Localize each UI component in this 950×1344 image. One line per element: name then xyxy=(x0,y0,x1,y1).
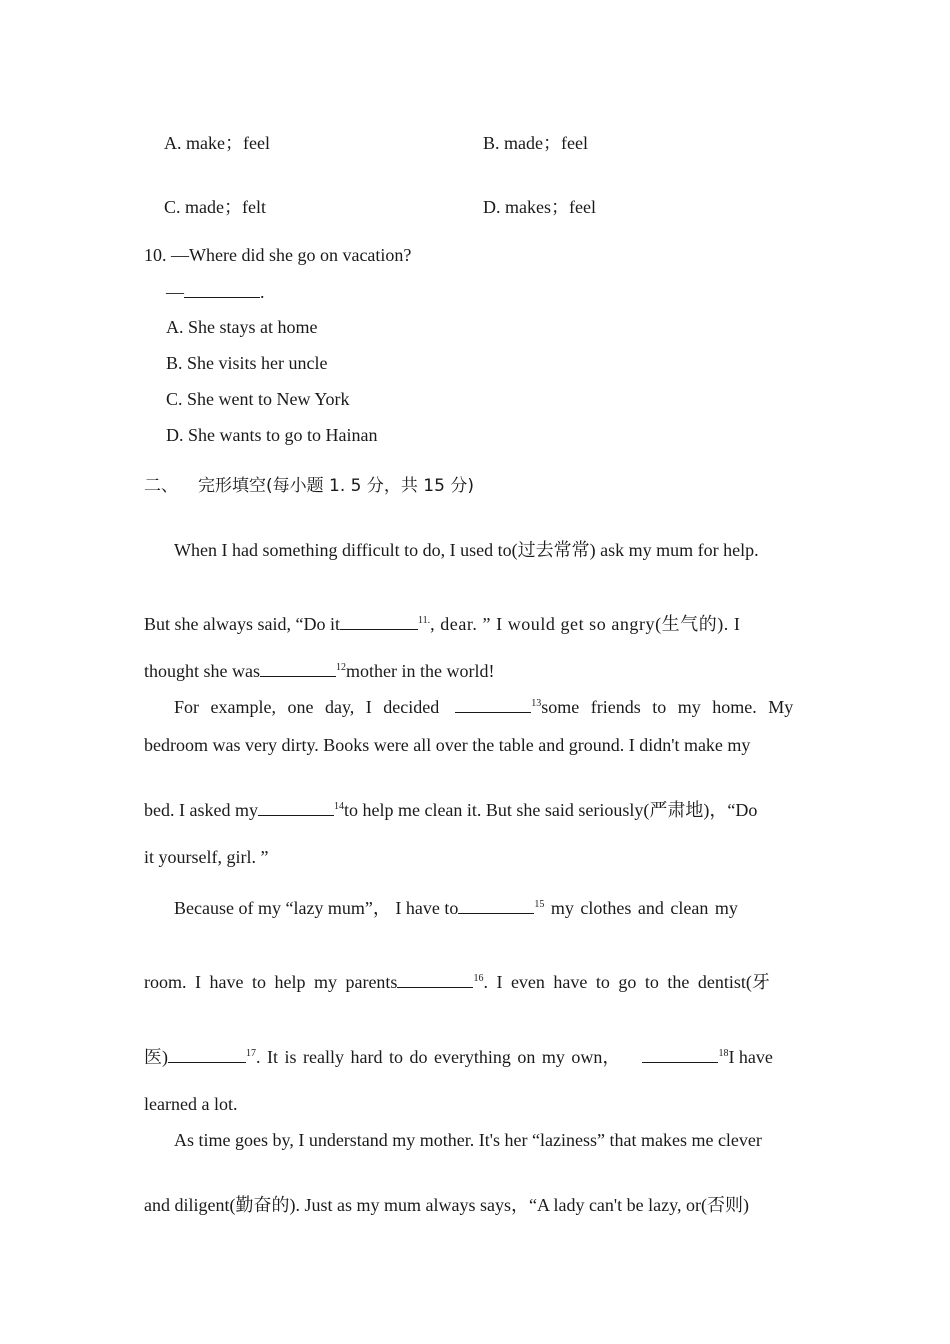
passage-text: my clothes and clean my xyxy=(544,898,738,918)
passage-text: to help me clean it. But she said seriously(严肃地)，“Do xyxy=(343,800,758,820)
passage-text: Because of my “lazy mum”， I have to xyxy=(174,898,459,918)
passage-p1-line3 xyxy=(144,660,494,682)
passage-p2-line2: bedroom was very dirty. Books were all over the table and ground. I didn't make my xyxy=(144,735,751,755)
blank-12 xyxy=(260,660,336,677)
q10-dash: — xyxy=(166,282,184,302)
passage-text: , dear. ” I would get so angry(生气的). I xyxy=(430,614,741,634)
blank-number-12: 12 xyxy=(336,662,346,673)
blank-18 xyxy=(642,1046,718,1063)
passage-p2-line4: it yourself, girl. ” xyxy=(144,847,269,867)
q10-option-d: D. She wants to go to Hainan xyxy=(166,425,378,445)
blank-14 xyxy=(258,799,334,816)
blank-11 xyxy=(340,613,418,630)
blank-13 xyxy=(455,696,531,713)
blank-number-14: 14 xyxy=(333,801,344,812)
passage-text: I have xyxy=(728,1047,773,1067)
q9-option-d: D. makes；feel xyxy=(483,197,596,217)
passage-text: thought she was xyxy=(144,661,260,681)
passage-text: some friends to my home. My xyxy=(541,697,794,717)
passage-text: But she always said, “Do it xyxy=(144,614,340,634)
passage-text: 医) xyxy=(144,1047,168,1067)
blank-number-15: 15 xyxy=(534,899,545,910)
passage-text: bed. I asked my xyxy=(144,800,258,820)
q10-question: 10. —Where did she go on vacation? xyxy=(144,245,412,265)
blank-number-16: 16 xyxy=(473,973,484,984)
passage-p1-line1 xyxy=(174,539,806,561)
section-number: 二、 xyxy=(144,476,178,496)
q9-option-b: B. made；feel xyxy=(483,133,588,153)
passage-p3-line3 xyxy=(144,1046,773,1068)
passage-text: . I even have to go to the dentist(牙 xyxy=(483,972,770,992)
passage-p4-line1: As time goes by, I understand my mother. It's her “laziness” that makes me clever xyxy=(174,1130,762,1150)
passage-text: . It is really hard to do everything on my own， xyxy=(256,1047,621,1067)
passage-p1-line2 xyxy=(144,613,806,635)
q9-option-a: A. make；feel xyxy=(164,133,270,153)
passage-text: room. I have to help my parents xyxy=(144,972,398,992)
passage-p2-line3 xyxy=(144,799,757,821)
blank-number-17: 17 xyxy=(246,1048,256,1059)
passage-p2-line1 xyxy=(174,696,806,718)
passage-text: mother in the world! xyxy=(346,661,495,681)
q10-period: . xyxy=(260,282,265,302)
q10-option-b: B. She visits her uncle xyxy=(166,353,328,373)
passage-p4-line2: and diligent(勤奋的). Just as my mum always says，“A lady can't be lazy, or(否则) xyxy=(144,1195,749,1215)
section-title: 完形填空(每小题 1. 5 分，共 15 分) xyxy=(198,476,474,496)
blank-15 xyxy=(458,897,534,914)
blank-number-18: 18 xyxy=(718,1048,729,1059)
passage-p3-line4: learned a lot. xyxy=(144,1094,238,1114)
q10-option-c: C. She went to New York xyxy=(166,389,350,409)
passage-p3-line1 xyxy=(174,897,738,919)
blank-17 xyxy=(168,1046,246,1063)
blank-number-11: 11. xyxy=(417,615,431,626)
section-heading xyxy=(144,475,474,497)
q10-option-a: A. She stays at home xyxy=(166,317,318,337)
passage-p3-line2 xyxy=(144,971,770,993)
q9-option-c: C. made；felt xyxy=(164,197,266,217)
blank-16 xyxy=(397,971,473,988)
blank-number-13: 13 xyxy=(531,698,542,709)
passage-text: For example, one day, I decided xyxy=(174,697,440,717)
passage-text: When I had something difficult to do, I used to(过去常常) ask my mum for help. xyxy=(174,540,759,560)
q10-answer-line xyxy=(166,281,265,303)
q10-blank xyxy=(184,281,260,298)
